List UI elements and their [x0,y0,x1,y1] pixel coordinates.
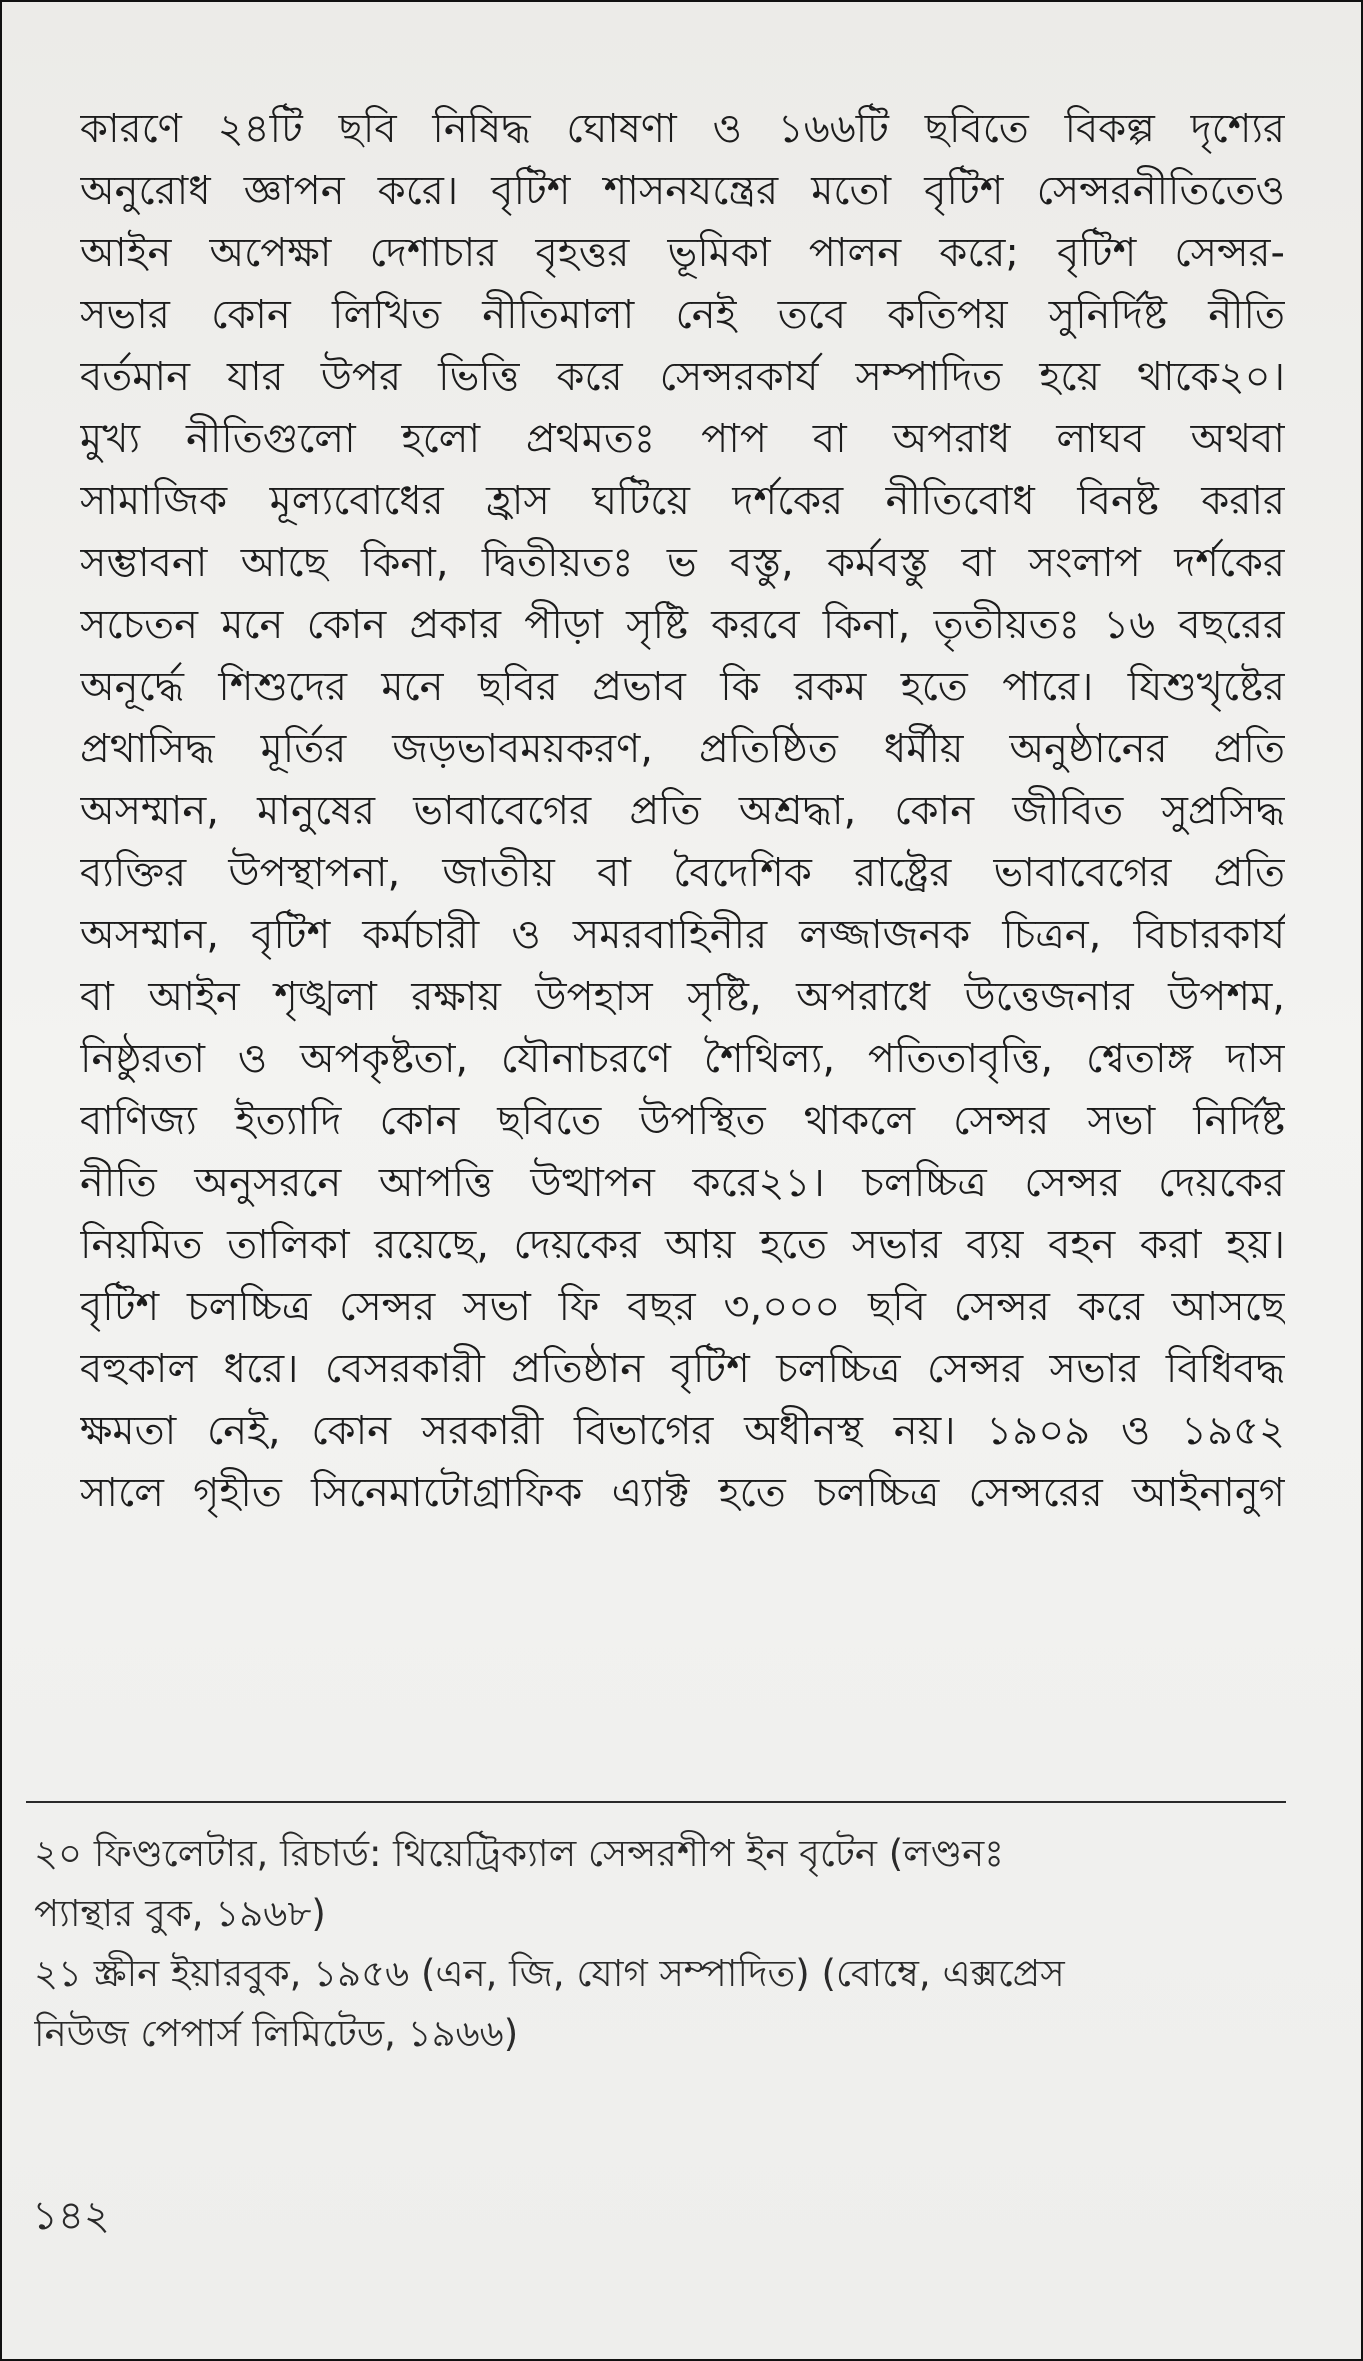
body-line: বহুকাল ধরে। বেসরকারী প্রতিষ্ঠান বৃটিশ চলচ্চিত্র সেন্সর সভার বিধিবদ্ধ [80,1346,1285,1392]
body-text [80,98,1285,1524]
body-line: সামাজিক মূল্যবোধের হ্রাস ঘটিয়ে দর্শকের নীতিবোধ বিনষ্ট করার [80,478,1285,524]
body-line: নিয়মিত তালিকা রয়েছে, দেয়কের আয় হতে সভার ব্যয় বহন করা হয়। [80,1222,1285,1268]
body-line: বা আইন শৃঙ্খলা রক্ষায় উপহাস সৃষ্টি, অপরাধে উত্তেজনার উপশম, [80,974,1285,1020]
footnote-line: ২১ স্ক্রীন ইয়ারবুক, ১৯৫৬ (এন, জি, যোগ সম্পাদিত) (বোম্বে, এক্সপ্রেস [34,1952,1065,1995]
body-line: প্রথাসিদ্ধ মূর্তির জড়ভাবময়করণ, প্রতিষ্ঠিত ধর্মীয় অনুষ্ঠানের প্রতি [80,726,1285,772]
body-line: অনূর্দ্ধে শিশুদের মনে ছবির প্রভাব কি রকম হতে পারে। যিশুখৃষ্টের [80,664,1285,710]
body-line: মুখ্য নীতিগুলো হলো প্রথমতঃ পাপ বা অপরাধ লাঘব অথবা [80,416,1285,462]
footnote-line: প্যান্থার বুক, ১৯৬৮) [34,1892,326,1935]
body-line: বৃটিশ চলচ্চিত্র সেন্সর সভা ফি বছর ৩,০০০ ছবি সেন্সর করে আসছে [80,1284,1285,1330]
body-line: নিষ্ঠুরতা ও অপকৃষ্টতা, যৌনাচরণে শৈথিল্য, পতিতাবৃত্তি, শ্বেতাঙ্গ দাস [80,1036,1285,1082]
body-line: সম্ভাবনা আছে কিনা, দ্বিতীয়তঃ ভ বস্তু, কর্মবস্তু বা সংলাপ দর্শকের [80,540,1285,586]
footnote-divider [26,1801,1286,1803]
footnote-line: নিউজ পেপার্স লিমিটেড, ১৯৬৬) [34,2012,519,2055]
body-line: সালে গৃহীত সিনেমাটোগ্রাফিক এ্যাক্ট হতে চলচ্চিত্র সেন্সরের আইনানুগ [80,1470,1285,1516]
body-line: নীতি অনুসরনে আপত্তি উত্থাপন করে২১। চলচ্চিত্র সেন্সর দেয়কের [80,1160,1285,1206]
body-line: আইন অপেক্ষা দেশাচার বৃহত্তর ভূমিকা পালন করে; বৃটিশ সেন্সর- [80,230,1285,276]
page-number: ১৪২ [32,2193,110,2239]
body-line: সচেতন মনে কোন প্রকার পীড়া সৃষ্টি করবে কিনা, তৃতীয়তঃ ১৬ বছরের [80,602,1285,648]
body-line: অনুরোধ জ্ঞাপন করে। বৃটিশ শাসনযন্ত্রের মতো বৃটিশ সেন্সরনীতিতেও [80,168,1285,214]
body-line: বর্তমান যার উপর ভিত্তি করে সেন্সরকার্য সম্পাদিত হয়ে থাকে২০। [80,354,1285,400]
body-line: ক্ষমতা নেই, কোন সরকারী বিভাগের অধীনস্থ নয়। ১৯০৯ ও ১৯৫২ [80,1408,1285,1454]
footnote-line: ২০ ফিণ্ডলেটার, রিচার্ড: থিয়েট্রিক্যাল সেন্সরশীপ ইন বৃটেন (লণ্ডনঃ [34,1832,1004,1875]
body-line: অসম্মান, মানুষের ভাবাবেগের প্রতি অশ্রদ্ধা, কোন জীবিত সুপ্রসিদ্ধ [80,788,1285,834]
body-line: অসম্মান, বৃটিশ কর্মচারী ও সমরবাহিনীর লজ্জাজনক চিত্রন, বিচারকার্য [80,912,1285,958]
footnotes [34,1824,1282,2064]
body-line: বাণিজ্য ইত্যাদি কোন ছবিতে উপস্থিত থাকলে সেন্সর সভা নির্দিষ্ট [80,1098,1285,1144]
body-line: সভার কোন লিখিত নীতিমালা নেই তবে কতিপয় সুনির্দিষ্ট নীতি [80,292,1285,338]
body-line: কারণে ২৪টি ছবি নিষিদ্ধ ঘোষণা ও ১৬৬টি ছবিতে বিকল্প দৃশ্যের [80,106,1285,152]
body-line: ব্যক্তির উপস্থাপনা, জাতীয় বা বৈদেশিক রাষ্ট্রের ভাবাবেগের প্রতি [80,850,1285,896]
